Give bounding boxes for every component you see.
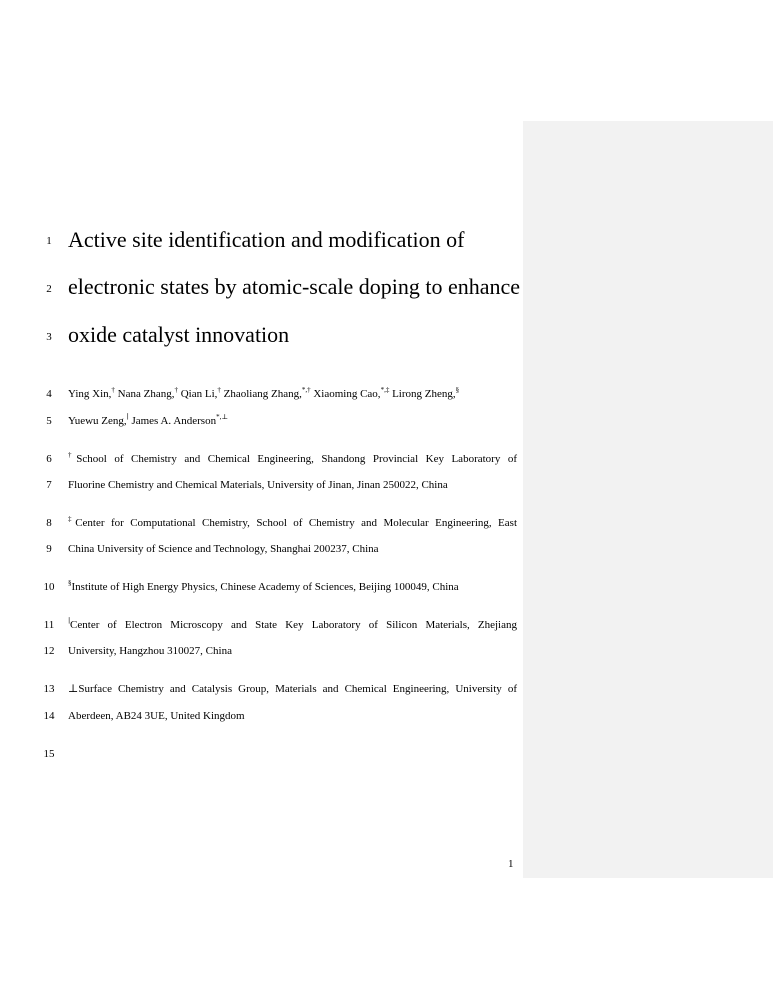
- paper-title-line: oxide catalyst innovation: [68, 322, 290, 347]
- line-number: 11: [43, 619, 55, 631]
- paper-title-line: Active site identification and modification of: [68, 227, 465, 252]
- affiliation-mark: ∣: [126, 413, 129, 421]
- affiliation-line: [68, 580, 517, 594]
- affiliation-text: School of Chemistry and Chemical Engineering, Shandong Provincial Key Laboratory of: [76, 453, 518, 465]
- affiliation-line: [68, 682, 517, 696]
- line-number: 6: [46, 453, 52, 465]
- affiliation-mark: *,‡: [380, 386, 390, 394]
- author-name: Qian Li,: [177, 388, 218, 400]
- author-name: Nana Zhang,: [114, 388, 175, 400]
- affiliation-mark: ⊥: [68, 683, 79, 695]
- author-name: Yuewu Zeng,: [68, 415, 127, 427]
- affiliation-line: Fluorine Chemistry and Chemical Materials, University of Jinan, Jinan 250022, China: [68, 479, 448, 491]
- page-number: 1: [508, 858, 514, 870]
- line-number: 7: [46, 479, 52, 491]
- line-number: 3: [46, 331, 52, 343]
- affiliation-line: [68, 516, 517, 530]
- line-number: 5: [46, 415, 52, 427]
- affiliation-text: Surface Chemistry and Catalysis Group, Materials and Chemical Engineering, University of: [78, 683, 517, 695]
- line-number: 10: [43, 581, 55, 593]
- line-number: 15: [43, 748, 55, 760]
- line-number: 4: [46, 388, 52, 400]
- affiliation-text: Institute of High Energy Physics, Chinese Academy of Sciences, Beijing 100049, China: [71, 581, 459, 593]
- paper-title-line: electronic states by atomic-scale doping to enhance: [68, 274, 521, 299]
- affiliation-line: Aberdeen, AB24 3UE, United Kingdom: [68, 710, 245, 722]
- affiliation-line: [68, 452, 517, 466]
- line-number: 12: [43, 645, 55, 657]
- author-list: [68, 387, 517, 401]
- affiliation-mark: *,⊥: [216, 413, 228, 421]
- line-number: 9: [46, 543, 52, 555]
- affiliation-text: Center of Electron Microscopy and State Key Laboratory of Silicon Materials, Zhejiang: [70, 619, 517, 631]
- affiliation-mark: †: [111, 386, 115, 394]
- affiliation-line: [68, 618, 517, 632]
- affiliation-mark: †: [217, 386, 221, 394]
- affiliation-mark: ‡: [68, 515, 76, 523]
- line-number: 13: [43, 683, 55, 695]
- author-name: Zhaoliang Zhang,: [220, 388, 302, 400]
- affiliation-line: University, Hangzhou 310027, China: [68, 645, 232, 657]
- line-number: 2: [46, 283, 52, 295]
- affiliation-mark: §: [68, 579, 72, 587]
- affiliation-mark: †: [174, 386, 178, 394]
- author-list: [68, 414, 517, 428]
- affiliation-mark: §: [455, 386, 460, 394]
- affiliation-text: Center for Computational Chemistry, School of Chemistry and Molecular Engineering, East: [75, 517, 518, 529]
- affiliation-mark: †: [68, 451, 77, 459]
- affiliation-mark: ∣: [68, 617, 71, 625]
- author-name: Ying Xin,: [68, 388, 112, 400]
- line-number: 1: [46, 235, 52, 247]
- line-number: 14: [43, 710, 55, 722]
- affiliation-mark: *,†: [301, 386, 311, 394]
- line-number: 8: [46, 517, 52, 529]
- author-name: James A. Anderson: [128, 415, 217, 427]
- comment-margin-panel: [523, 121, 773, 878]
- affiliation-line: China University of Science and Technology, Shanghai 200237, China: [68, 543, 379, 555]
- author-name: Xiaoming Cao,: [310, 388, 381, 400]
- author-name: Lirong Zheng,: [389, 388, 456, 400]
